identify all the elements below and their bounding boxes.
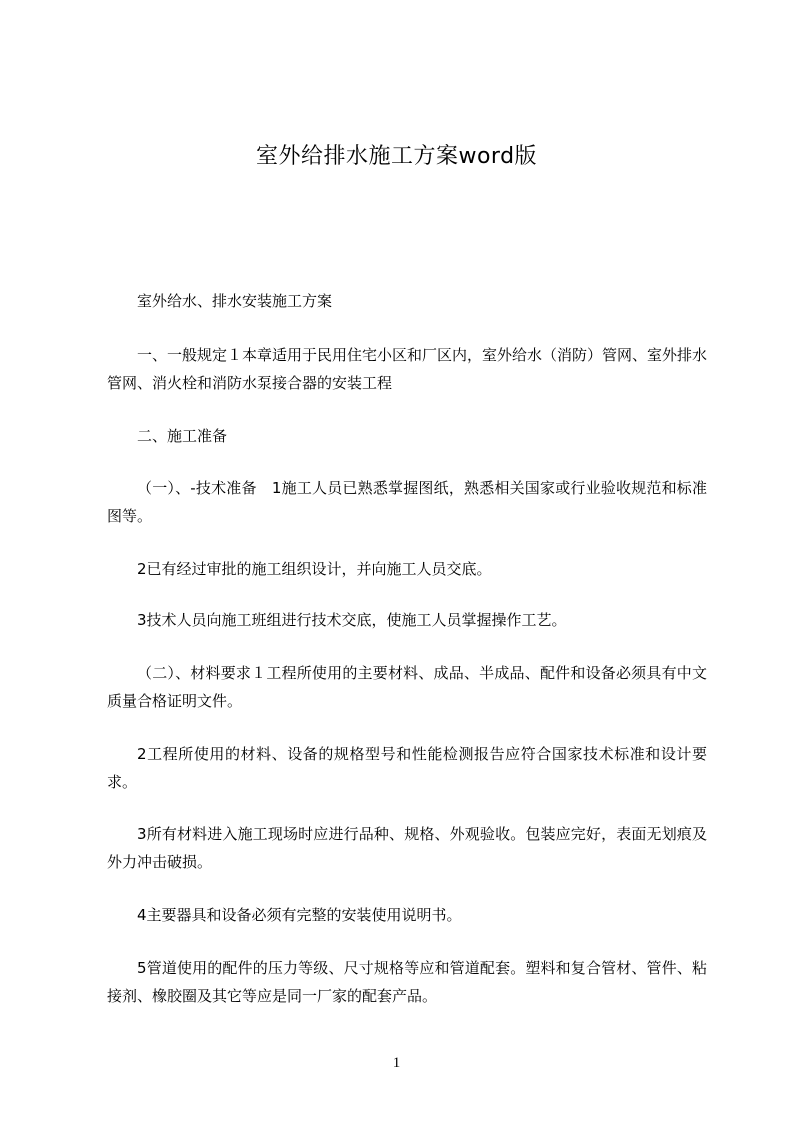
- paragraph-item-3: 3技术人员向施工班组进行技术交底，使施工人员掌握操作工艺。: [137, 611, 567, 629]
- paragraph-item-2: 2已有经过审批的施工组织设计，并向施工人员交底。: [137, 560, 492, 578]
- paragraph-material-item-4: 4主要器具和设备必须有完整的安装使用说明书。: [137, 906, 462, 924]
- paragraph-general-rules: 一、一般规定１本章适用于民用住宅小区和厂区内，室外给水（消防）管网、室外排水管网、消火栓和消防水泵接合器的安装工程: [107, 346, 708, 392]
- paragraph-technical-prep: （一）、-技术准备 1施工人员已熟悉掌握图纸，熟悉相关国家或行业验收规范和标准图等。: [107, 479, 707, 525]
- paragraph-construction-prep: 二、施工准备: [137, 427, 228, 445]
- paragraph-material-item-5: 5管道使用的配件的压力等级、尺寸规格等应和管道配套。塑料和复合管材、管件、粘接剂、橡胶圈及其它等应是同一厂家的配套产品。: [107, 959, 707, 1005]
- paragraph-heading: 室外给水、排水安装施工方案: [137, 292, 333, 310]
- paragraph-material-requirements: （二）、材料要求１工程所使用的主要材料、成品、半成品、配件和设备必须具有中文质量合格证明文件。: [107, 664, 707, 710]
- document-title: 室外给排水施工方案word版: [255, 144, 538, 169]
- paragraph-material-item-2: 2工程所使用的材料、设备的规格型号和性能检测报告应符合国家技术标准和设计要求。: [107, 745, 707, 791]
- paragraph-material-item-3: 3所有材料进入施工现场时应进行品种、规格、外观验收。包装应完好，表面无划痕及外力冲击破损。: [107, 825, 707, 871]
- page-number: 1: [392, 1055, 401, 1071]
